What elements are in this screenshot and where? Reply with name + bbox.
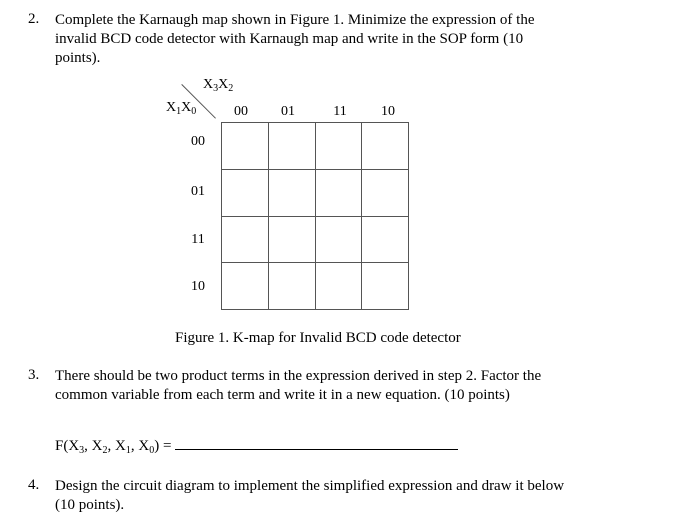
q4-line: (10 points).	[55, 497, 125, 513]
q2-text	[55, 11, 535, 68]
equation-line: $F(X_3$, $X_2$, $X_1$, $X_0$) =	[55, 437, 458, 455]
kmap-cell[interactable]	[316, 217, 363, 264]
kmap-cell[interactable]	[362, 123, 409, 170]
kmap-column-variables: $X_3X_2$	[203, 77, 234, 94]
kmap-cell[interactable]	[362, 263, 409, 310]
kmap-row-label: 01	[191, 184, 205, 199]
q4-text	[55, 477, 564, 515]
kmap-cell[interactable]	[316, 263, 363, 310]
kmap-cell[interactable]	[269, 123, 316, 170]
kmap-cell[interactable]	[222, 217, 269, 264]
q2-line: invalid BCD code detector with Karnaugh map and write in the SOP form (10	[55, 31, 524, 47]
kmap-cell[interactable]	[362, 217, 409, 264]
q4-number: 4.	[28, 477, 40, 493]
kmap-cell[interactable]	[222, 170, 269, 217]
q3-text	[55, 367, 541, 405]
kmap-col-label: 11	[333, 104, 347, 119]
kmap-row-label: 00	[191, 134, 205, 149]
kmap-cell[interactable]	[222, 123, 269, 170]
kmap-col-label: 01	[281, 104, 295, 119]
kmap-cell[interactable]	[222, 263, 269, 310]
kmap-cell[interactable]	[269, 170, 316, 217]
answer-blank[interactable]	[175, 437, 458, 450]
kmap-row-label: 11	[191, 232, 205, 247]
figure-caption: Figure 1. K-map for Invalid BCD code detector	[175, 330, 461, 346]
kmap-cell[interactable]	[316, 170, 363, 217]
q3-number: 3.	[28, 367, 40, 383]
kmap-cell[interactable]	[269, 217, 316, 264]
q2-number: 2.	[28, 11, 40, 27]
q2-line: Complete the Karnaugh map shown in Figure 1. Minimize the expression of the	[55, 12, 535, 28]
kmap-col-label: 10	[381, 104, 395, 119]
q3-line: There should be two product terms in the expression derived in step 2. Factor the	[55, 368, 542, 384]
kmap-cell[interactable]	[362, 170, 409, 217]
q4-line: Design the circuit diagram to implement the simplified expression and draw it below	[55, 478, 565, 494]
q2-line: points).	[55, 50, 101, 66]
q3-line: common variable from each term and write it in a new equation. (10 points)	[55, 387, 510, 403]
kmap-cell[interactable]	[316, 123, 363, 170]
kmap-row-variables: $X_1X_0$	[166, 100, 197, 117]
kmap-row-label: 10	[191, 279, 205, 294]
kmap-col-label: 00	[234, 104, 248, 119]
kmap-cell[interactable]	[269, 263, 316, 310]
kmap-grid	[221, 122, 409, 310]
